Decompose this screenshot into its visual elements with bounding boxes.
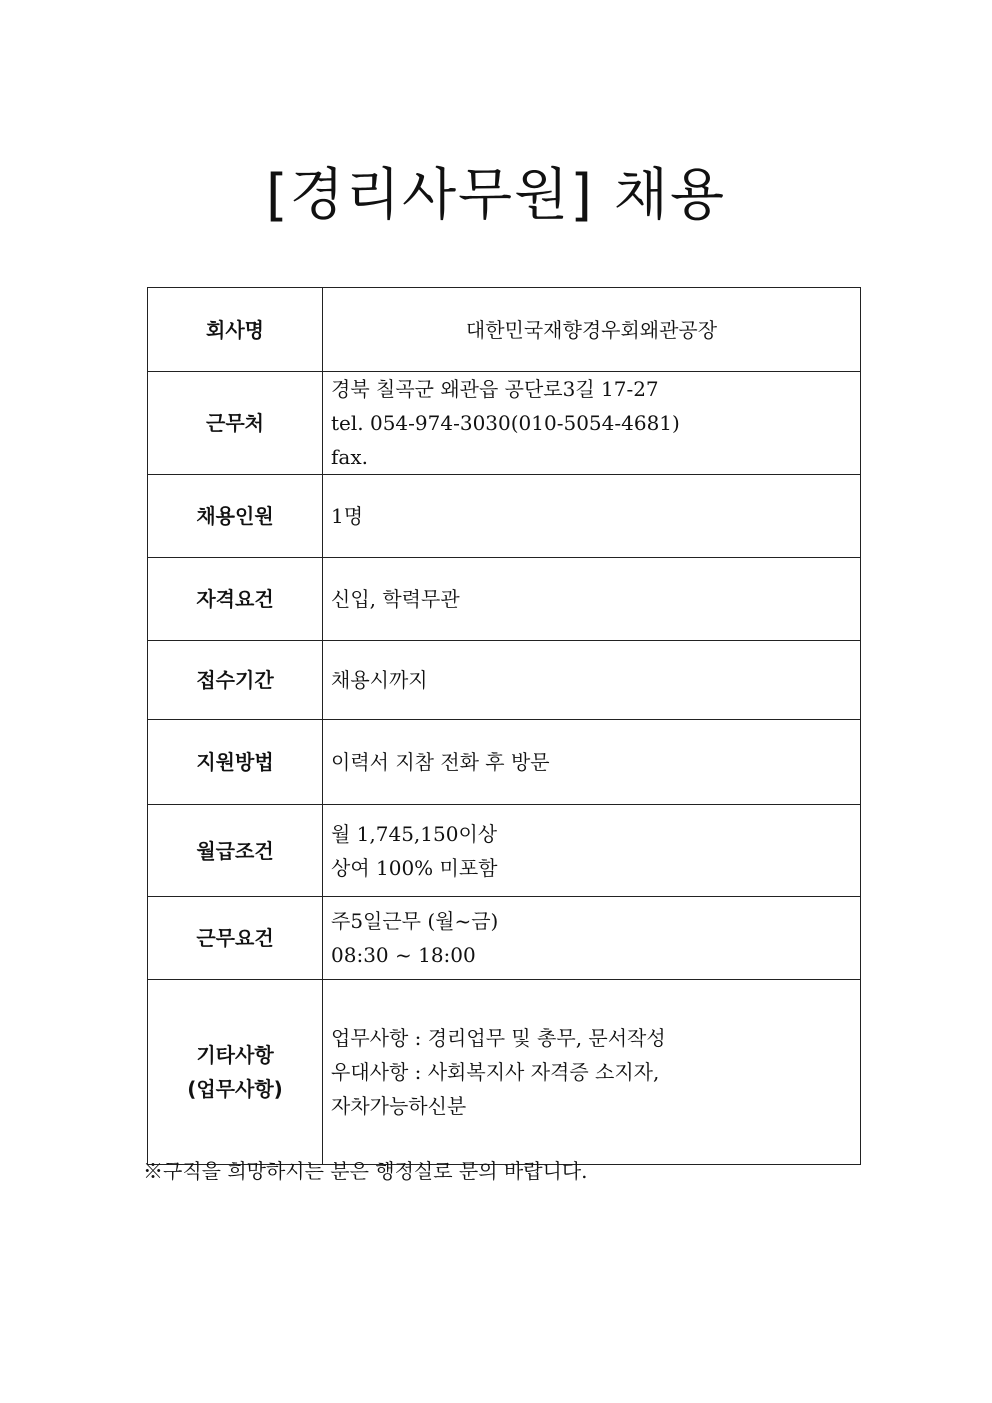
value-line: 상여 100% 미포함 (331, 855, 498, 880)
label-company: 회사명 (148, 288, 323, 372)
table-row-application-period (148, 641, 861, 720)
value-line: 주5일근무 (월~금) (331, 909, 499, 933)
table-row-qualification (148, 558, 861, 641)
value-line: fax. (331, 445, 368, 469)
value-line: 신입, 학력무관 (331, 587, 460, 611)
value-line: 08:30 ~ 18:00 (331, 943, 476, 967)
table-row-application-method (148, 720, 861, 805)
value-line: tel. 054-974-3030(010-5054-4681) (331, 411, 680, 435)
value-workplace (323, 372, 861, 475)
label-headcount: 채용인원 (148, 475, 323, 558)
table-row-company (148, 288, 861, 372)
value-headcount (323, 475, 861, 558)
value-line: 자차가능하신분 (331, 1094, 467, 1118)
value-line: 경북 칠곡군 왜관읍 공단로3길 17-27 (331, 377, 659, 401)
table-row-headcount (148, 475, 861, 558)
page-title: [경리사무원] 채용 (265, 163, 727, 228)
value-line: 월 1,745,150이상 (331, 821, 498, 846)
label-application-period: 접수기간 (148, 641, 323, 720)
table-row-working-conditions (148, 897, 861, 980)
label-qualification: 자격요건 (148, 558, 323, 641)
label-application-method: 지원방법 (148, 720, 323, 805)
table-row-workplace (148, 372, 861, 475)
value-line: 대한민국재향경우회왜관공장 (465, 317, 718, 342)
value-line: 채용시까지 (331, 668, 428, 692)
label-salary: 월급조건 (148, 805, 323, 897)
value-line: 우대사항 : 사회복지사 자격증 소지자, (331, 1060, 660, 1084)
label-line: 기타사항 (196, 1043, 274, 1067)
value-qualification (323, 558, 861, 641)
value-working-conditions (323, 897, 861, 980)
label-line: (업무사항) (187, 1077, 283, 1101)
table-row-salary (148, 805, 861, 897)
value-line: 이력서 지참 전화 후 방문 (331, 750, 550, 774)
value-company (323, 288, 861, 372)
value-application-period (323, 641, 861, 720)
footnote: ※구직을 희망하시는 분은 행정실로 문의 바랍니다. (143, 1159, 588, 1183)
value-line: 1명 (331, 504, 364, 528)
value-application-method (323, 720, 861, 805)
value-other (323, 980, 861, 1165)
value-salary (323, 805, 861, 897)
label-other (148, 980, 323, 1165)
value-line: 업무사항 : 경리업무 및 총무, 문서작성 (331, 1026, 666, 1050)
label-workplace: 근무처 (148, 372, 323, 475)
label-working-conditions: 근무요건 (148, 897, 323, 980)
job-info-table (147, 287, 861, 1165)
table-row-other (148, 980, 861, 1165)
